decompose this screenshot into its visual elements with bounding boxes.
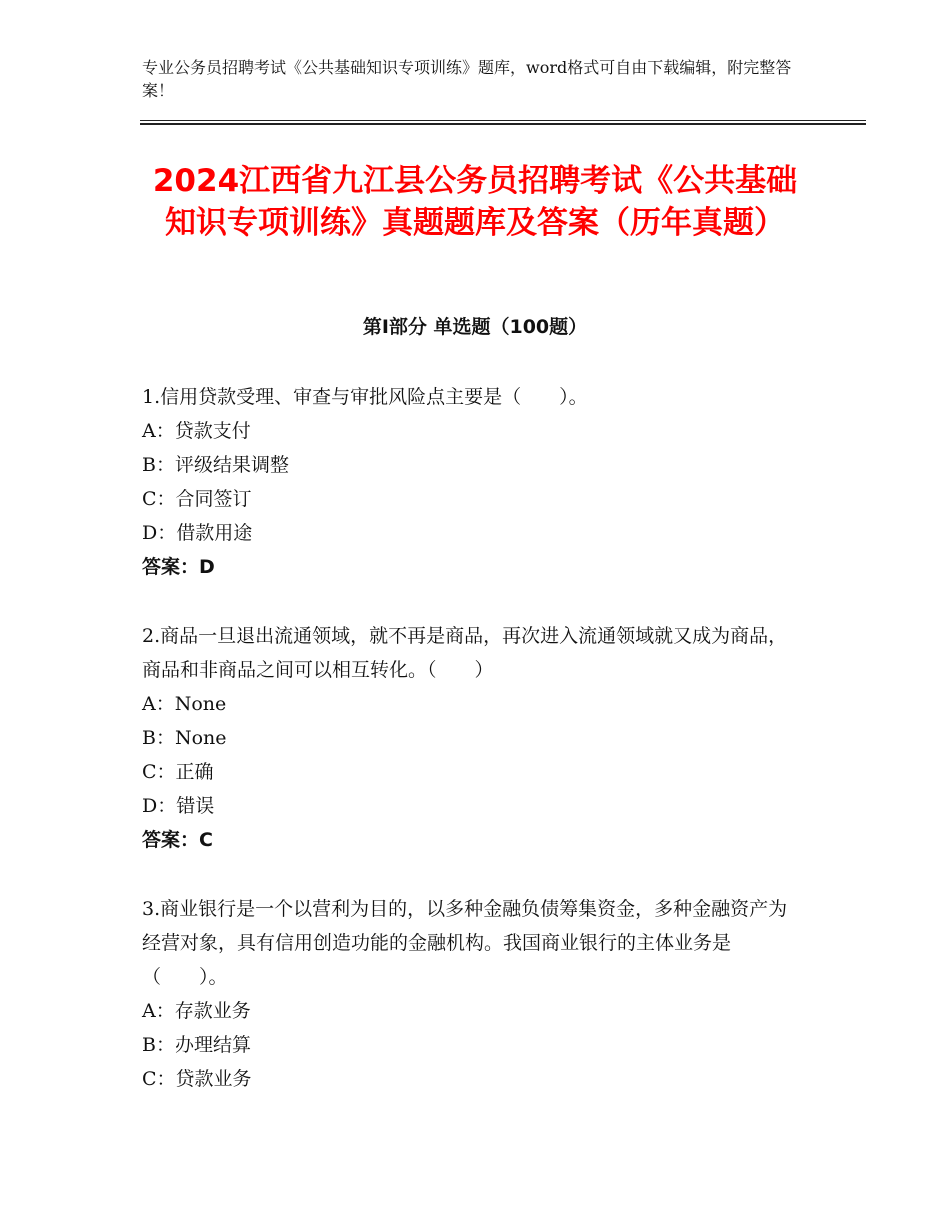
question-2-option-b: B：None (142, 727, 227, 749)
question-3-option-a: A：存款业务 (142, 1000, 251, 1022)
question-1 (142, 380, 802, 584)
question-1-option-c: C：合同签订 (142, 488, 252, 510)
section-heading: 第Ⅰ部分 单选题（100题） (362, 316, 588, 338)
header-note: 专业公务员招聘考试《公共基础知识专项训练》题库，word格式可自由下载编辑，附完整答案！ (142, 58, 792, 100)
question-2-option-d: D：错误 (142, 795, 215, 817)
question-3-option-b: B：办理结算 (142, 1034, 251, 1056)
question-3-stem: 3.商业银行是一个以营利为目的，以多种金融负债筹集资金，多种金融资产为经营对象，具有信用创造功能的金融机构。我国商业银行的主体业务是（ ）。 (142, 898, 788, 988)
header-divider-thick (140, 123, 866, 125)
document-title: 2024江西省九江县公务员招聘考试《公共基础知识专项训练》真题题库及答案（历年真题） (152, 163, 798, 241)
question-3 (142, 892, 802, 1096)
question-2-option-c: C：正确 (142, 761, 214, 783)
question-2-option-a: A：None (142, 693, 227, 715)
question-3-option-c: C：贷款业务 (142, 1068, 252, 1090)
question-2 (142, 619, 802, 857)
question-1-answer: 答案：D (142, 556, 215, 578)
question-2-stem: 2.商品一旦退出流通领域，就不再是商品，再次进入流通领域就又成为商品，商品和非商品之间可以相互转化。（ ） (142, 625, 788, 681)
question-1-option-a: A：贷款支付 (142, 420, 251, 442)
header-divider-thin (140, 120, 866, 121)
question-1-stem: 1.信用贷款受理、审查与审批风险点主要是（ ）。 (142, 386, 588, 408)
question-2-answer: 答案：C (142, 829, 213, 851)
question-1-option-d: D：借款用途 (142, 522, 253, 544)
question-1-option-b: B：评级结果调整 (142, 454, 289, 476)
